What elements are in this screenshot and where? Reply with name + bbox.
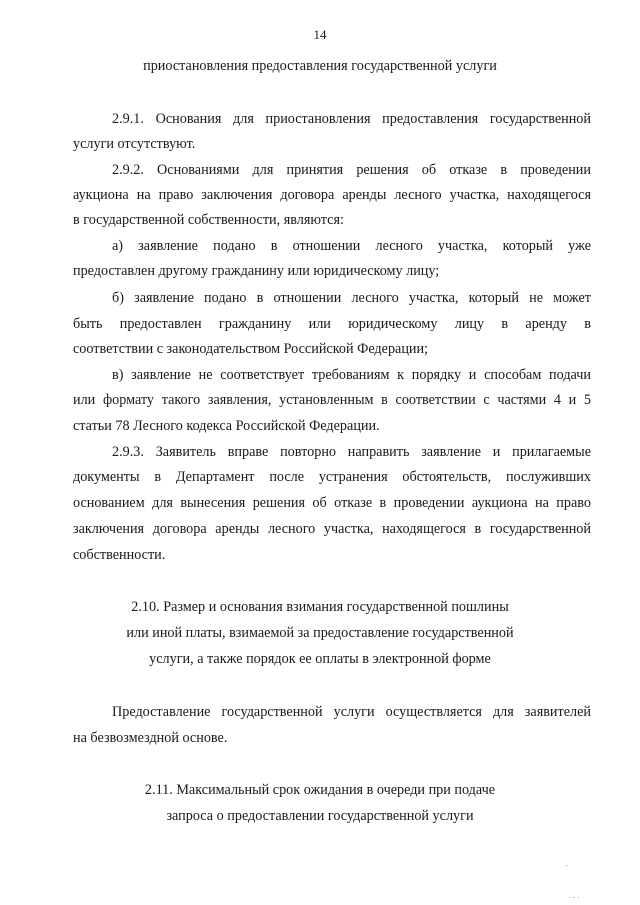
list-item-a-line-1: а) заявление подано в отношении лесного участка, который уже [112,238,591,254]
page-number: 14 [313,27,327,42]
section-2-11-heading-line-2: запроса о предоставлении государственной услуги [166,808,474,824]
paragraph-2-9-2-line-2: аукциона на право заключения договора аренды лесного участка, находящегося [73,187,591,203]
paragraph-2-9-2-line-1: 2.9.2. Основаниями для принятия решения об отказе в проведении [112,162,591,178]
paragraph-2-9-3-line-3: основанием для вынесения решения об отказе в проведении аукциона на право [73,495,591,511]
list-item-b-line-2: быть предоставлен гражданину или юридическому лицу в аренду в [73,316,591,332]
list-item-v-line-3: статьи 78 Лесного кодекса Российской Федерации. [73,418,380,434]
paragraph-2-9-1-line-1: 2.9.1. Основания для приостановления предоставления государственной [112,111,591,127]
section-2-11-heading-line-1: 2.11. Максимальный срок ожидания в очереди при подаче [144,782,496,798]
section-2-10-heading-line-3: услуги, а также порядок ее оплаты в электронной форме [149,651,491,667]
list-item-b-line-1: б) заявление подано в отношении лесного участка, который не может [112,290,591,306]
list-item-a-line-2: предоставлен другому гражданину или юридическому лицу; [73,263,440,279]
paragraph-2-10-line-1: Предоставление государственной услуги осуществляется для заявителей [112,704,591,720]
paragraph-2-10-line-2: на безвозмездной основе. [73,730,228,746]
paragraph-2-9-3-line-4: заключения договора аренды лесного участка, находящегося в государственной [73,521,591,537]
list-item-b-line-3: соответствии с законодательством Российской Федерации; [73,341,429,357]
paragraph-2-9-3-line-1: 2.9.3. Заявитель вправе повторно направить заявление и прилагаемые [112,444,591,460]
paragraph-2-9-1-line-2: услуги отсутствуют. [73,136,196,152]
list-item-v-line-1: в) заявление не соответствует требованиям к порядку и способам подачи [112,367,591,383]
section-2-10-heading-line-2: или иной платы, взимаемой за предоставление государственной [126,625,514,641]
scan-mark: . . . [568,890,580,900]
paragraph-2-9-3-line-5: собственности. [73,547,166,563]
section-2-10-heading-line-1: 2.10. Размер и основания взимания государственной пошлины [131,599,509,615]
paragraph-2-9-3-line-2: документы в Департамент после устранения обстоятельств, послуживших [73,469,591,485]
scan-mark: . [566,858,569,868]
list-item-v-line-2: или формату такого заявления, установленным в соответствии с частями 4 и 5 [73,392,591,408]
paragraph-2-9-2-line-3: в государственной собственности, являются: [73,212,344,228]
section-heading-tail: приостановления предоставления государственной услуги [143,58,497,74]
